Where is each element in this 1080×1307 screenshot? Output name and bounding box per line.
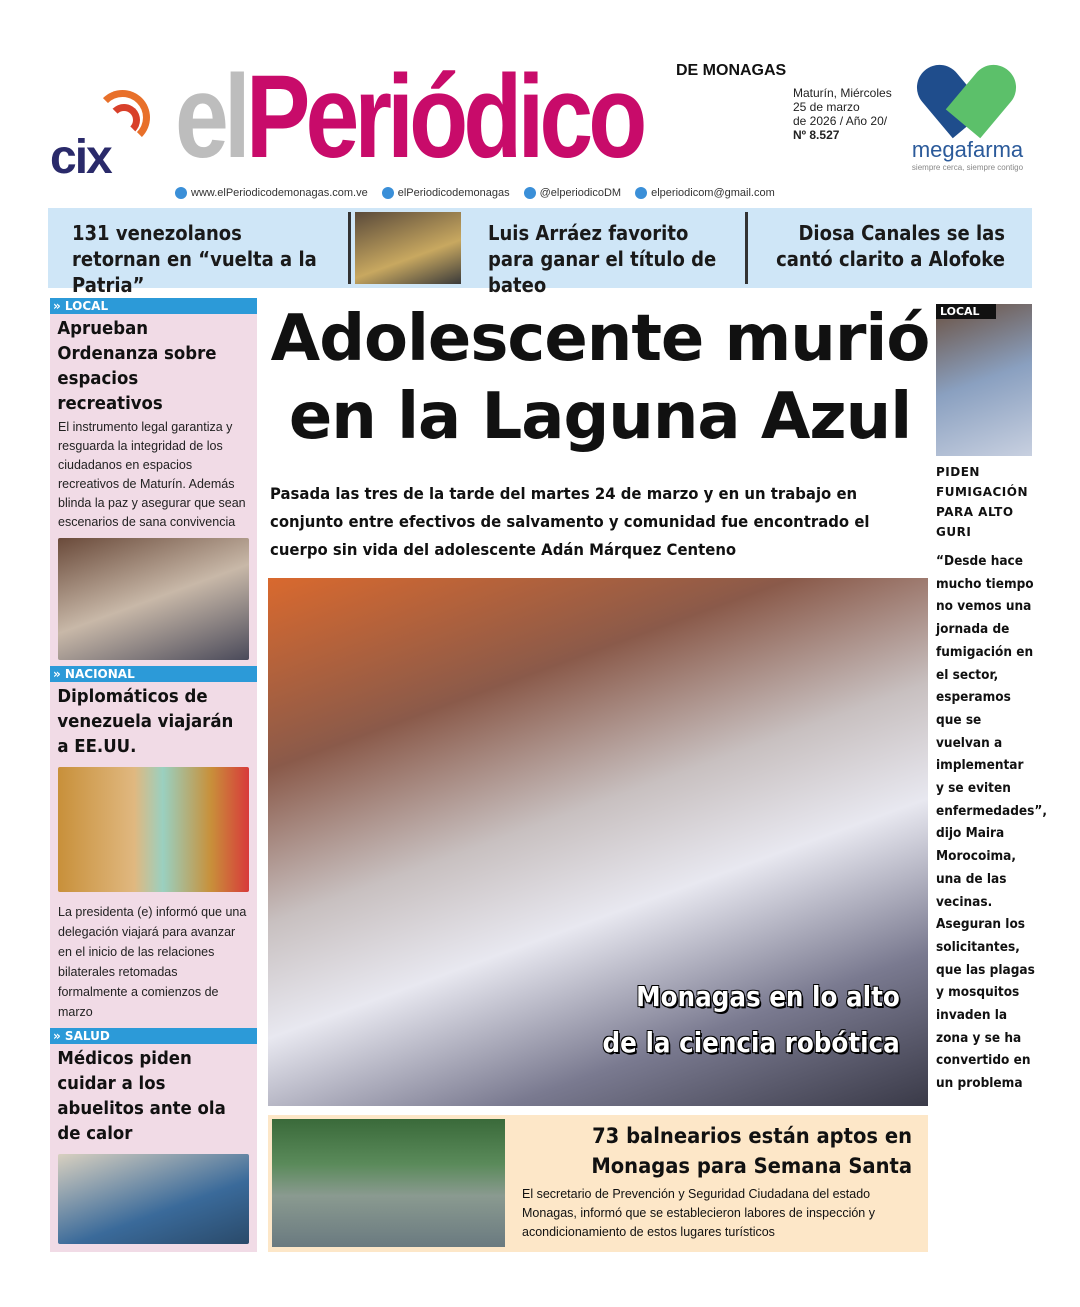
web-icon [175, 187, 187, 199]
story-photo [58, 767, 249, 892]
section-label: » LOCAL [50, 298, 257, 314]
story-title[interactable]: Aprueban Ordenanza sobre espacios recreativos [57, 318, 217, 414]
facebook-link[interactable]: elPeriodicodemonagas [382, 187, 510, 199]
section-label: » SALUD [50, 1028, 257, 1044]
teaser-photo [355, 212, 461, 284]
section-label: LOCAL [936, 304, 996, 319]
teaser-story[interactable]: 131 venezolanos retornan en “vuelta a la Patria” [72, 221, 317, 297]
story-body: El instrumento legal garantiza y resguarda la integridad de los ciudadanos en espacios recreativos de Maturín. Además blinda la paz y asegurar que sean escenarios de sana convivencia [58, 420, 246, 529]
facebook-icon [382, 187, 394, 199]
divider [348, 212, 351, 284]
photo-caption[interactable]: Monagas en lo alto de la ciencia robótica [602, 980, 900, 1059]
story-body: “Desde hace mucho tiempo no vemos una jornada de fumigación en el sector, esperamos que se vuelvan a implementar y se eviten enfermedades”, dijo Maira Morocoima, una de las vecinas. Aseguran los solicitantes, que las plagas y mosquitos invaden la zona y se ha convertido en un problema [936, 553, 1047, 1092]
bottom-story [268, 1115, 928, 1252]
teaser-story[interactable]: Luis Arráez favorito para ganar el título de bateo [488, 221, 717, 297]
signal-icon [108, 104, 140, 136]
website-link[interactable]: www.elPeriodicodemonagas.com.ve [175, 187, 368, 199]
story-title[interactable]: 73 balnearios están aptos en Monagas para Semana Santa [591, 1124, 912, 1178]
story-body: El secretario de Prevención y Seguridad Ciudadana del estado Monagas, informó que se establecieron labores de inspección y acondicionamiento de estos lugares turísticos [522, 1187, 875, 1239]
teaser-story[interactable]: Diosa Canales se las cantó clarito a Alofoke [776, 221, 1005, 271]
right-column [936, 304, 1047, 1095]
twitter-icon [524, 187, 536, 199]
megafarma-ad[interactable]: megafarma siempre cerca, siempre contigo [900, 62, 1035, 172]
main-photo [268, 578, 928, 1106]
story-photo [272, 1119, 505, 1247]
main-headline[interactable]: Adolescente murió en la Laguna Azul [270, 302, 930, 454]
story-photo [936, 304, 1032, 456]
story-photo [58, 1154, 249, 1244]
teaser-bar [48, 208, 1032, 297]
twitter-link[interactable]: @elperiodicoDM [524, 187, 621, 199]
cix-logo: cix [50, 90, 150, 185]
masthead: elPeriódico [175, 51, 643, 183]
masthead-subtitle: DE MONAGAS [676, 62, 787, 79]
contact-bar [175, 187, 775, 199]
story-title[interactable]: Diplomáticos de venezuela viajarán a EE.UU. [57, 686, 234, 757]
date-block: Maturín, Miércoles 25 de marzo de 2026 / Año 20/ Nº 8.527 [793, 86, 892, 142]
email-icon [635, 187, 647, 199]
story-photo [58, 538, 249, 660]
left-column [50, 298, 257, 1252]
heart-logo-icon [923, 62, 1013, 137]
story-title[interactable]: Médicos piden cuidar a los abuelitos ante ola de calor [57, 1048, 226, 1144]
section-label: » NACIONAL [50, 666, 257, 682]
story-body: La presidenta (e) informó que una delegación viajará para avanzar en el inicio de las relaciones bilaterales retomadas formalmente a comienzos de marzo [58, 905, 247, 1019]
story-title[interactable]: PIDEN FUMIGACIÓN PARA ALTO GURI [936, 465, 1028, 539]
divider [745, 212, 748, 284]
main-lead: Pasada las tres de la tarde del martes 24 de marzo y en un trabajo en conjunto entre efectivos de salvamento y comunidad fue encontrado el cuerpo sin vida del adolescente Adán Márquez Centeno [270, 484, 870, 559]
email-link[interactable]: elperiodicom@gmail.com [635, 187, 775, 199]
